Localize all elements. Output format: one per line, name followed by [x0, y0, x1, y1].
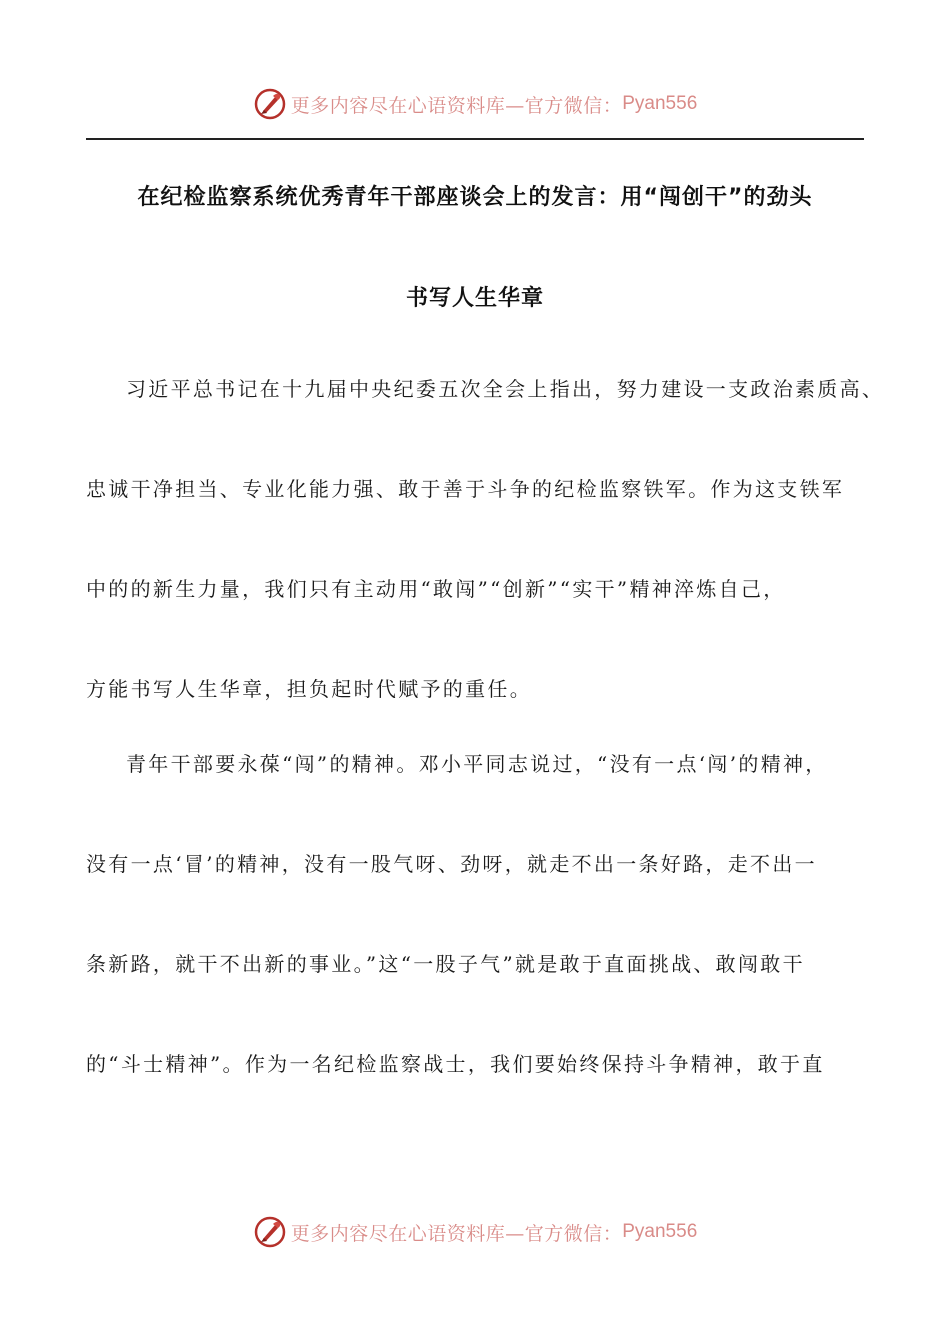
wechat-id: Pyan556: [622, 93, 698, 114]
banner-text: 更多内容尽在心语资料库—官方微信：: [290, 1222, 623, 1245]
body-line: 没有一点‘冒’的精神，没有一股气呀、劲呀，就走不出一条好路，走不出一: [86, 852, 817, 876]
body-line: 习近平总书记在十九届中央纪委五次全会上指出，努力建设一支政治素质高、: [126, 377, 885, 401]
body-line: 方能书写人生华章，担负起时代赋予的重任。: [86, 677, 532, 701]
document-title-line-1: 在纪检监察系统优秀青年干部座谈会上的发言：用“闯创干”的劲头: [137, 185, 813, 210]
header-banner: [0, 84, 950, 124]
body-line: 忠诚干净担当、专业化能力强、敢于善于斗争的纪检监察铁军。作为这支铁军: [86, 477, 845, 501]
banner-text: 更多内容尽在心语资料库—官方微信：: [290, 94, 623, 117]
header-divider: [86, 138, 864, 140]
document-title-line-2: 书写人生华章: [405, 286, 544, 311]
footer-banner: [0, 1212, 950, 1252]
body-line: 中的的新生力量，我们只有主动用“敢闯”“创新”“实干”精神淬炼自己，: [86, 577, 786, 601]
body-line: 青年干部要永葆“闯”的精神。邓小平同志说过，“没有一点‘闯’的精神，: [126, 752, 828, 776]
body-line: 的“斗士精神”。作为一名纪检监察战士，我们要始终保持斗争精神，敢于直: [86, 1052, 825, 1076]
pen-nib-logo-icon: [253, 87, 287, 121]
body-line: 条新路，就干不出新的事业。”这“一股子气”就是敢于直面挑战、敢闯敢干: [86, 952, 805, 976]
wechat-id: Pyan556: [622, 1221, 698, 1242]
pen-nib-logo-icon: [253, 1215, 287, 1249]
